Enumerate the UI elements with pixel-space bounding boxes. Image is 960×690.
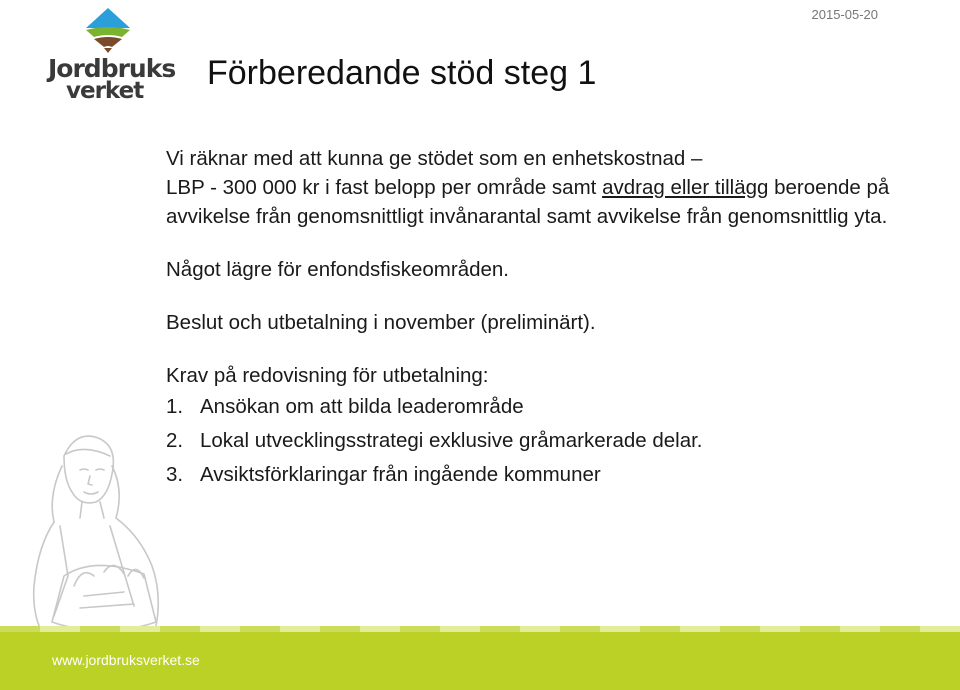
slide-body bbox=[166, 144, 936, 492]
list-item bbox=[166, 458, 936, 492]
list-item-text: Avsiktsförklaringar från ingående kommuner bbox=[200, 463, 601, 486]
footer-url-link[interactable]: www.jordbruksverket.se bbox=[52, 652, 200, 668]
adjustment-link[interactable]: avdrag eller tillägg bbox=[602, 176, 769, 199]
decision-paragraph: Beslut och utbetalning i november (preliminärt). bbox=[166, 311, 596, 334]
slide-title: Förberedande stöd steg 1 bbox=[207, 54, 597, 92]
jordbruksverket-logo[interactable] bbox=[48, 6, 176, 104]
list-item bbox=[166, 390, 936, 424]
logo-diamond-icon bbox=[82, 6, 134, 54]
list-item-number: 1. bbox=[166, 395, 184, 418]
list-item-text: Lokal utvecklingsstrategi exklusive gråmarkerade delar. bbox=[200, 429, 703, 452]
logo-text-line1: Jordbruks bbox=[48, 54, 176, 83]
list-item bbox=[166, 424, 936, 458]
list-item-number: 2. bbox=[166, 429, 184, 452]
intro-paragraph: Vi räknar med att kunna ge stödet som en enhetskostnad – bbox=[166, 147, 703, 170]
requirements-heading: Krav på redovisning för utbetalning: bbox=[166, 364, 489, 387]
list-item-number: 3. bbox=[166, 463, 184, 486]
lbp-text-part2: beroende på avvikelse från genomsnittligt invånarantal samt avvikelse från genomsnittlig yta. bbox=[166, 176, 890, 228]
lbp-text-part1: LBP - 300 000 kr i fast belopp per område samt bbox=[166, 176, 603, 199]
slide-date: 2015-05-20 bbox=[811, 7, 878, 22]
requirements-list bbox=[166, 390, 936, 492]
fishery-paragraph: Något lägre för enfondsfiskeområden. bbox=[166, 258, 510, 281]
lbp-paragraph bbox=[166, 173, 936, 231]
logo-text-line2: verket bbox=[66, 78, 144, 104]
list-item-text: Ansökan om att bilda leaderområde bbox=[200, 395, 524, 418]
person-illustration-icon bbox=[24, 426, 174, 641]
